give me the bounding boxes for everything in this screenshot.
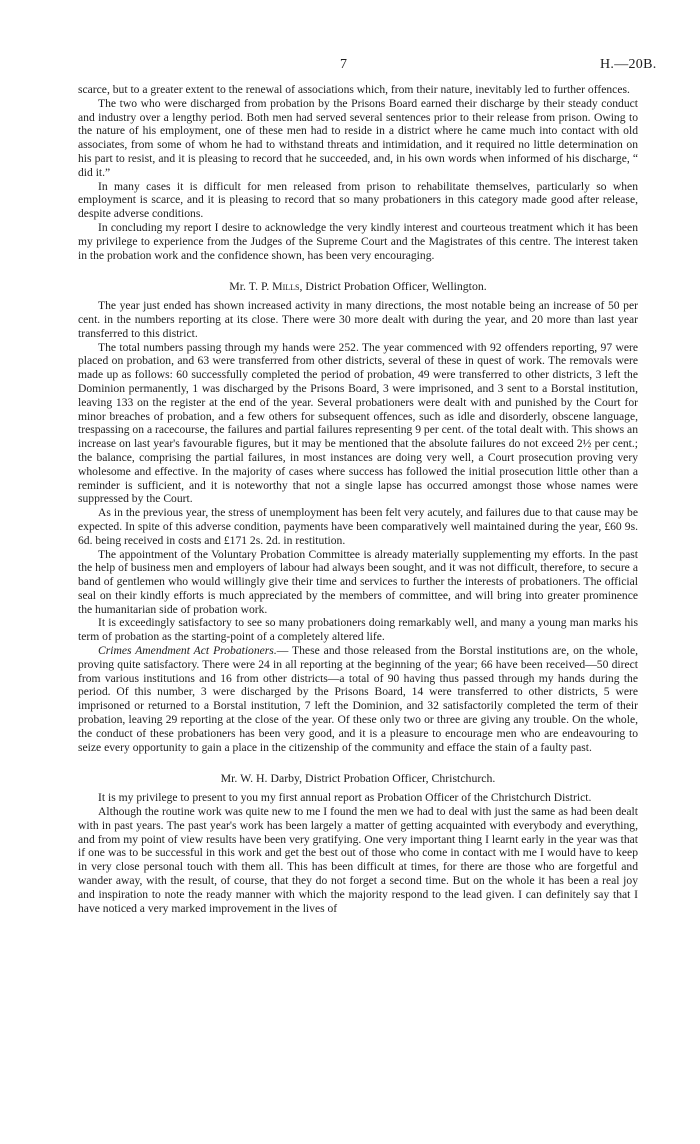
document-reference: H.—20B. [600, 57, 657, 72]
paragraph: The two who were discharged from probation by the Prisons Board earned their discharge by their steady conduct and industry over a lengthy period. Both men had served several sentences prior to their release from prison. Owing to the nature of his employment, one of these men had to reside in a district where he came much into contact with old associates, from some of whom he had to withstand threats and intimidation, and it required no little determination on his part to resist, and it is pleasing to record that he succeeded, and, in his own words when informed of his discharge, “ did it.” [78, 96, 638, 179]
paragraph: In many cases it is difficult for men released from prison to rehabilitate themselves, particularly so when employment is scarce, and it is pleasing to record that so many probationers in this category made good after release, despite adverse conditions. [78, 179, 638, 221]
document-body [78, 83, 638, 915]
heading-prefix: Mr. T. P. [229, 279, 273, 294]
paragraph: scarce, but to a greater extent to the renewal of associations which, from their nature, inevitably led to further offences. [78, 83, 630, 96]
paragraph: As in the previous year, the stress of unemployment has been felt very acutely, and failures due to that cause may be expected. In spite of this adverse condition, payments have been comparatively well maintained during the year, £60 9s. 6d. being received in costs and £171 2s. 2d. in restitution. [78, 506, 638, 547]
officer-name: Mills [272, 279, 300, 294]
section-heading-christchurch: Mr. W. H. Darby, District Probation Officer, Christchurch. [220, 771, 496, 786]
subsection-lead: Crimes Amendment Act Probationers. [98, 644, 277, 658]
section-heading-wellington [78, 280, 638, 294]
paragraph: It is my privilege to present to you my first annual report as Probation Officer of the Christchurch District. [98, 791, 592, 805]
paragraph: The year just ended has shown increased activity in many directions, the most notable being an increase of 50 per cent. in the numbers reporting at its close. There were 30 more dealt with during the year, and 20 more than last year transferred to this district. [78, 299, 638, 340]
paragraph: Although the routine work was quite new to me I found the men we had to deal with just the same as had been dealt with in past years. The past year's work has been largely a matter of getting acquainted with everybody and everything, and from my point of view results have been very gratifying. One very important thing I learnt early in the year was that if one was to be successful in this work and get the best out of those who come in contact with me I would have to keep in very close personal touch with them all. This has been difficult at times, for there are those who are forgetful and wander away, with the result, of course, that they do not forget a second time. But on the whole it has been a real joy and inspiration to note the ready manner with which the majority respond to the lead given. I can definitely say that I have noticed a very marked improvement in the lives of [78, 805, 638, 915]
paragraph-text: — These and those released from the Borstal institutions are, on the whole, proving quite satisfactory. There were 24 in all reporting at the beginning of the year; 66 have been received—50 direct from various institutions and 16 from other districts—a total of 90 having thus passed through my hands during the period. Of this number, 3 were discharged by the Prisons Board, 14 were transferred to other districts, 5 were imprisoned or returned to a Borstal institution, 7 left the Dominion, and 32 satisfactorily completed the term of their probation, leaving 29 reporting at the close of the year. Of these only two or three are giving any trouble. On the whole, the conduct of these probationers has been very good, and it is a pleasure to encourage men who are endeavouring to seize every opportunity to gain a place in the citizenship of the community and efface the stain of a faulty past. [78, 644, 638, 754]
paragraph: It is exceedingly satisfactory to see so many probationers doing remarkably well, and many a young man marks his term of probation as the starting-point of a completely altered life. [78, 616, 638, 644]
paragraph [78, 644, 638, 754]
paragraph: In concluding my report I desire to acknowledge the very kindly interest and courteous treatment which it has been my privilege to experience from the Judges of the Supreme Court and the Magistrates of this centre. The interest taken in the probation work and the confidence shown, has been very encouraging. [78, 220, 638, 262]
page-number: 7 [340, 57, 347, 72]
heading-suffix: , District Probation Officer, Wellington. [299, 279, 487, 294]
paragraph: The total numbers passing through my hands were 252. The year commenced with 92 offenders reporting, 97 were placed on probation, and 63 were transferred from other districts, several of these in quest of work. The removals were made up as follows: 60 successfully completed the period of probation, 49 were transferred to other districts, 3 left the Dominion permanently, 1 was discharged by the Prisons Board, 3 were imprisoned, and 3 sent to a Borstal institution, leaving 133 on the register at the end of the year. Several probationers were dealt with and punished by the Court for minor breaches of probation, and a few others for subsequent offences, such as idle and disorderly, obscene language, trespassing on a racecourse, the failures and partial failures representing 9 per cent. of the total dealt with. This shows an increase on last year's favourable figures, but it may be mentioned that the absolute failures do not exceed 2½ per cent.; the balance, comprising the partial failures, in most instances are doing very well, a Court prosecution proving very wholesome and effective. In the majority of cases where success has followed the initial prosecution little other than a reminder is sufficient, and it is noteworthy that not a single lapse has occurred amongst those whose names were suppressed by the Court. [78, 340, 638, 506]
paragraph: The appointment of the Voluntary Probation Committee is already materially supplementing my efforts. In the past the help of business men and employers of labour had always been sought, and it was not difficult, therefore, to secure a band of gentlemen who would willingly give their time and services to further the interests of probationers. The official seal on their kindly efforts is much appreciated by the members of committee, and will bring into greater prominence the humanitarian side of probation work. [78, 547, 638, 616]
